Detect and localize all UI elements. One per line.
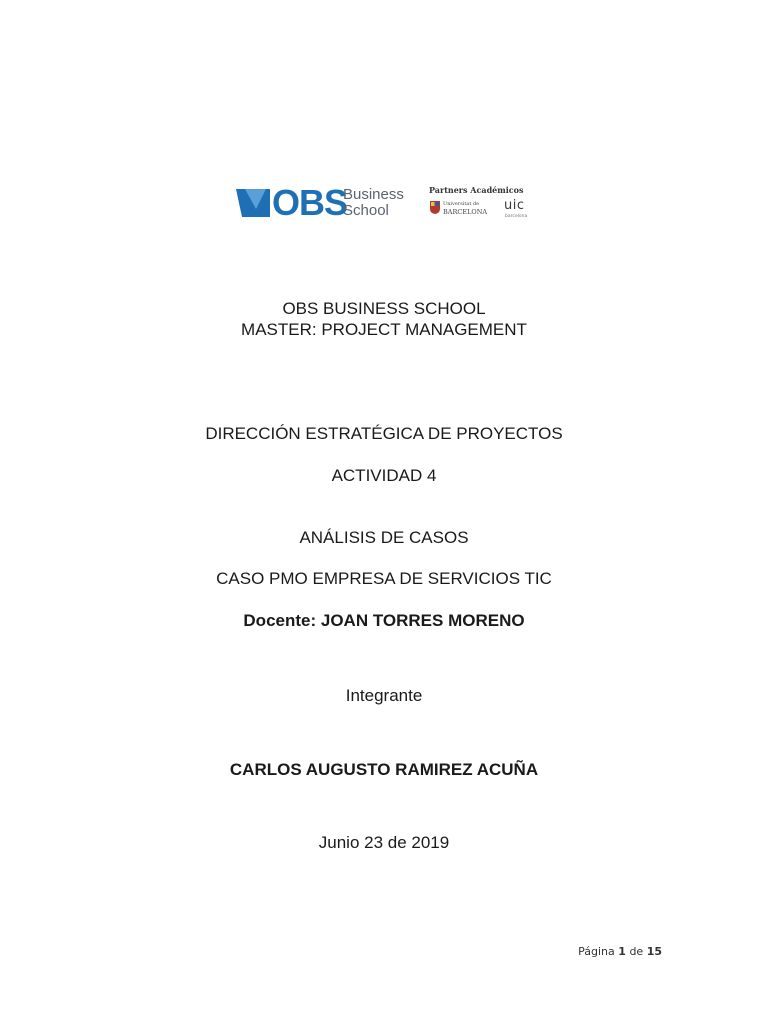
ub-logo-text [443, 201, 487, 216]
teacher-name: Docente: JOAN TORRES MORENO [243, 611, 525, 630]
total-page-count: 15 [646, 945, 662, 958]
page-prefix: Página [578, 945, 615, 958]
obs-logo-word: OBS [272, 182, 348, 223]
subject-title: DIRECCIÓN ESTRATÉGICA DE PROYECTOS [205, 424, 563, 443]
ub-logo-line2: BARCELONA [443, 207, 488, 216]
ub-logo-line1: Universitat de [443, 201, 480, 207]
page-separator: de [629, 945, 644, 958]
current-page-number: 1 [618, 945, 626, 958]
obs-logo-icon [236, 189, 270, 217]
author-label: Integrante [345, 686, 423, 705]
logo-banner [234, 183, 534, 225]
partners-label: Partners Académicos [429, 185, 524, 195]
obs-logo-subtitle-line1: Business [343, 186, 404, 203]
uic-logo-word: uic [504, 198, 525, 213]
case-title: CASO PMO EMPRESA DE SERVICIOS TIC [216, 569, 552, 588]
ub-shield-icon [430, 201, 440, 214]
obs-logo-subtitle [343, 187, 404, 219]
master-title: MASTER: PROJECT MANAGEMENT [241, 320, 527, 339]
activity-title: ACTIVIDAD 4 [331, 466, 437, 485]
author-name: CARLOS AUGUSTO RAMIREZ ACUÑA [229, 760, 539, 779]
school-name: OBS BUSINESS SCHOOL [282, 299, 486, 318]
page-number-footer [578, 945, 662, 958]
uic-logo-subtitle: barcelona [505, 214, 528, 219]
obs-logo-subtitle-line2: School [343, 202, 389, 219]
analysis-title: ANÁLISIS DE CASOS [299, 528, 469, 547]
document-date: Junio 23 de 2019 [318, 833, 450, 852]
